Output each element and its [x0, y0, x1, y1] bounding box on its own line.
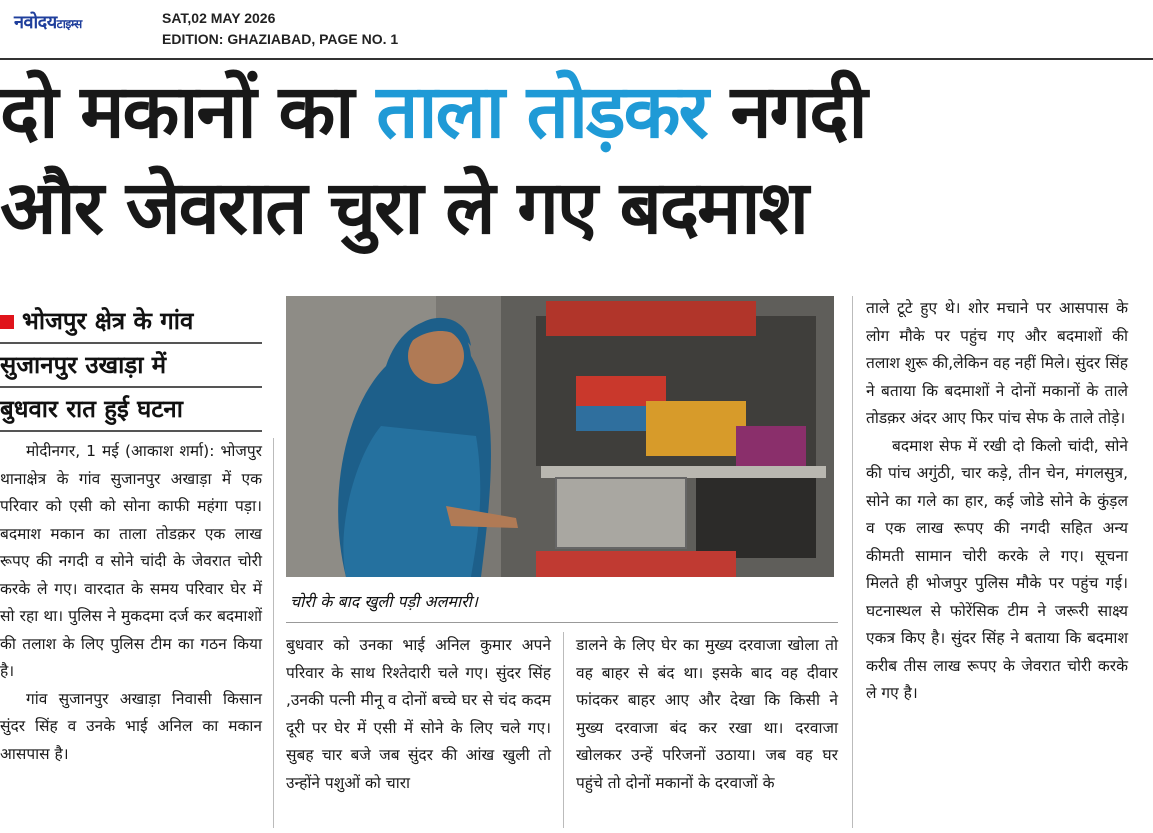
edition-page: EDITION: GHAZIABAD, PAGE NO. 1: [162, 31, 399, 47]
newspaper-logo: [14, 10, 82, 34]
column-separator: [852, 296, 853, 828]
article-column-1: [0, 438, 262, 768]
column-1-paragraph-2: गांव सुजानपुर अखाड़ा निवासी किसान सुंदर सिंह व उनके भाई अनिल का मकान आसपास है।: [0, 689, 262, 763]
caption-divider: [286, 622, 838, 623]
subhead-line-1: भोजपुर क्षेत्र के गांव: [0, 300, 262, 344]
subheadline: [0, 300, 262, 432]
issue-date: SAT,02 MAY 2026: [162, 10, 276, 26]
headline-part-3: नगदी: [706, 69, 866, 155]
column-4-paragraph-1: ताले टूटे हुए थे। शोर मचाने पर आसपास के लोग मौके पर पहुंच गए और बदमाशों की तलाश शुरू की,लेकिन वह नहीं मिले। सुंदर सिंह ने बताया कि बदमाशों ने दोनों मकानों के ताले तोडक़र अंदर आए फिर पांच सेफ के ताले तोड़े।: [866, 299, 1128, 427]
subhead-line-2: सुजानपुर उखाड़ा में: [0, 344, 262, 388]
headline-line-1: [0, 62, 866, 162]
edition-info: [162, 8, 398, 50]
column-2-text: बुधवार को उनका भाई अनिल कुमार अपने परिवार के साथ रिश्तेदारी चले गए। सुंदर सिंह ,उनकी पत्नी मीनू व दोनों बच्चे घर से चंद कदम दूरी पर घेर में एसी में सोने के लिए चले गए। सुबह चार बजे जब सुंदर की आंख खुली तो उन्होंने पशुओं को चारा: [286, 636, 551, 792]
column-separator: [273, 438, 274, 828]
almirah-photo-illustration: [286, 296, 834, 577]
logo-sub-text: टाइम्स: [56, 17, 82, 31]
headline-line-2: और जेवरात चुरा ले गए बदमाश: [0, 165, 807, 251]
headline-part-1: दो मकानों का: [0, 69, 377, 155]
news-photo: [286, 296, 834, 577]
logo-main-text: नवोदय: [14, 12, 57, 33]
photo-caption: चोरी के बाद खुली पड़ी अलमारी।: [290, 592, 478, 611]
column-3-text: डालने के लिए घेर का मुख्य दरवाजा खोला तो वह बाहर से बंद था। इसके बाद वह दीवार फांदकर बाहर आए और देखा कि किसी ने मुख्य दरवाजा बंद कर रखा था। दरवाजा खोलकर उन्हें परिजनों उठाया। जब वह घर पहुंचे तो दोनों मकानों के दरवाजों के: [576, 636, 838, 792]
article-column-2: [286, 632, 551, 797]
column-4-paragraph-2: बदमाश सेफ में रखी दो किलो चांदी, सोने की पांच अगुंठी, चार कड़े, तीन चेन, मंगलसुत्र, सोने का गले का हार, कई जोडे सोने के कुंड़ल व एक लाख रूपए की नगदी सहित अन्य कीमती सामान चोरी करके ले गए। सूचना मिलते ही भोजपुर पुलिस मौके पर पहुंच गई। घटनास्थल से फोरेंसिक टीम ने जरूरी साक्ष्य एकत्र किए है। सुंदर सिंह ने बताया कि बदमाश करीब तीस लाख रूपए के जेवरात चोरी करके ले गए है।: [866, 436, 1128, 702]
masthead-divider: [0, 58, 1153, 60]
subhead-line-3: बुधवार रात हुई घटना: [0, 388, 262, 432]
headline-highlight: ताला तोड़कर: [376, 69, 707, 155]
column-1-paragraph-1: मोदीनगर, 1 मई (आकाश शर्मा): भोजपुर थानाक्षेत्र के गांव सुजानपुर अखाड़ा में एक परिवार को एसी को सोना काफी महंगा पड़ा। बदमाश मकान का ताला तोडक़र एक लाख रूपए की नगदी व सोने चांदी के जेवरात चोरी करके ले गए। वारदात के समय परिवार घेर में सो रहा था। पुलिस ने मुकदमा दर्ज कर बदमाशों की तलाश के लिए पुलिस टीम का गठन किया है।: [0, 442, 262, 680]
article-column-3: [576, 632, 838, 797]
masthead: [0, 0, 1153, 56]
red-square-icon: [0, 315, 14, 329]
column-separator: [563, 632, 564, 828]
article-column-4: [866, 295, 1128, 708]
